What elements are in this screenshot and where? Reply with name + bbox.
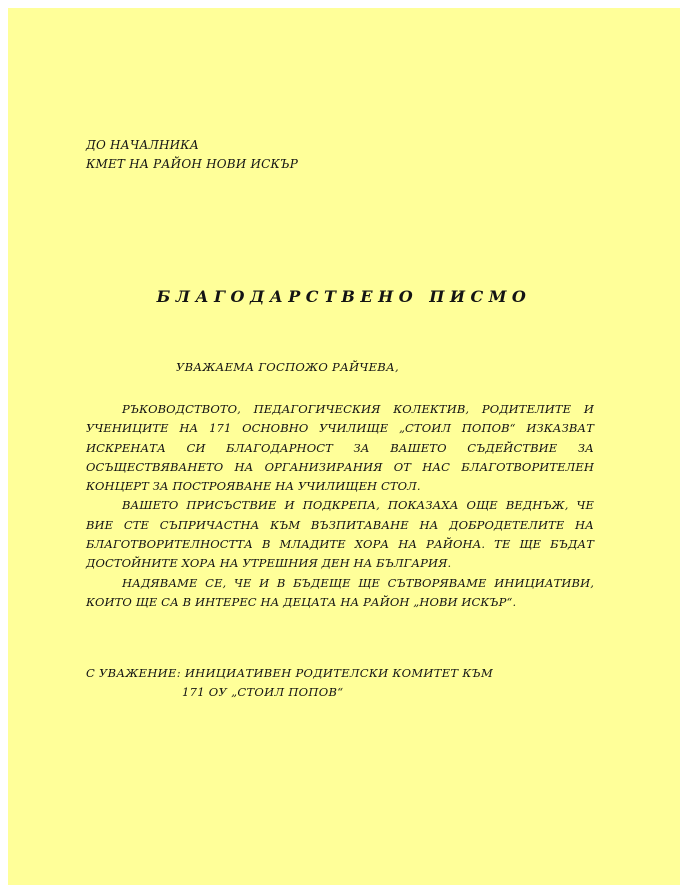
body-paragraph: НАДЯВАМЕ СЕ, ЧЕ И В БЪДЕЩЕ ЩЕ СЪТВОРЯВАМЕ ИНИЦИАТИВИ, КОИТО ЩЕ СА В ИНТЕРЕС НА ДЕЦАТА НА РАЙОН „НОВИ ИСКЪР“. <box>86 575 594 609</box>
body-paragraph: ВАШЕТО ПРИСЪСТВИЕ И ПОДКРЕПА, ПОКАЗАХА ОЩЕ ВЕДНЪЖ, ЧЕ ВИЕ СТЕ СЪПРИЧАСТНА КЪМ ВЪЗПИТАВАНЕ НА ДОБРОДЕТЕЛИТЕ НА БЛАГОТВОРИТЕЛНОСТТА В МЛАДИТЕ ХОРА НА РАЙОНА. ТЕ ЩЕ БЪДАТ ДОСТОЙНИТЕ ХОРА НА УТРЕШНИЯ ДЕН НА БЪЛГАРИЯ. <box>86 498 594 571</box>
letter-sheet <box>8 8 680 885</box>
addressee-line: ДО НАЧАЛНИКА <box>86 138 200 152</box>
letter-body <box>86 400 594 612</box>
closing-line: 171 ОУ „СТОИЛ ПОПОВ“ <box>182 685 344 699</box>
addressee-line: КМЕТ НА РАЙОН НОВИ ИСКЪР <box>86 157 299 171</box>
closing-line: С УВАЖЕНИЕ: ИНИЦИАТИВЕН РОДИТЕЛСКИ КОМИТЕТ КЪМ <box>86 666 494 680</box>
body-paragraph: РЪКОВОДСТВОТО, ПЕДАГОГИЧЕСКИЯ КОЛЕКТИВ, РОДИТЕЛИТЕ И УЧЕНИЦИТЕ НА 171 ОСНОВНО УЧИЛИЩЕ „СТОИЛ ПОПОВ“ ИЗКАЗВАТ ИСКРЕНАТА СИ БЛАГОДАРНОСТ ЗА ВАШЕТО СЪДЕЙСТВИЕ ЗА ОСЪЩЕСТВЯВАНЕТО НА ОРГАНИЗИРАНИЯ ОТ НАС БЛАГОТВОРИТЕЛЕН КОНЦЕРТ ЗА ПОСТРОЯВАНЕ НА УЧИЛИЩЕН СТОЛ. <box>86 402 594 494</box>
salutation: УВАЖАЕМА ГОСПОЖО РАЙЧЕВА, <box>176 360 400 374</box>
letter-title: БЛАГОДАРСТВЕНО ПИСМО <box>156 287 532 306</box>
closing-block <box>86 664 493 702</box>
addressee-block <box>86 136 298 174</box>
